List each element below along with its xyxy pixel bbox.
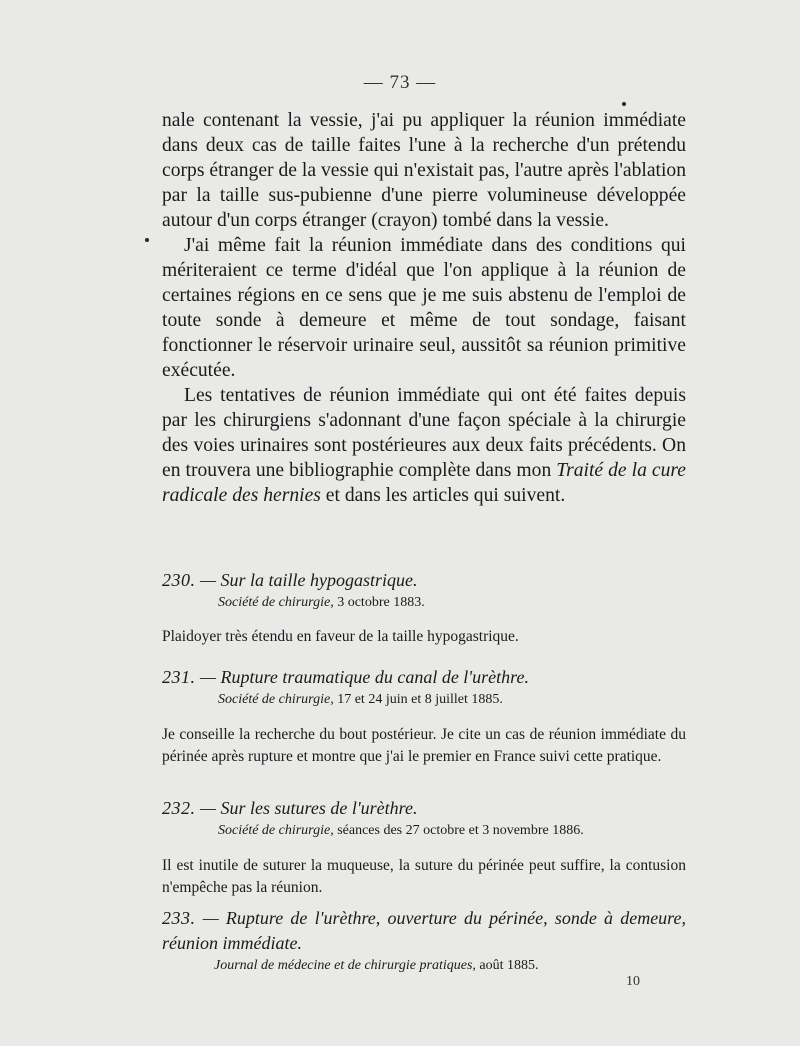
entry-source: [162, 821, 686, 841]
entry-date: 3 octobre 1883.: [333, 595, 425, 610]
entry-number: 230.: [162, 570, 196, 590]
paragraph-1: nale contenant la vessie, j'ai pu appliquer la réunion immédiate dans deux cas de taille faites l'une à la recherche d'un prétendu corps étranger de la vessie qui n'existait pas, l'autre après l'ablation par la taille sus-pubienne d'une pierre volumineuse développée autour d'un corps étranger (crayon) tombé dans la vessie.: [162, 110, 686, 231]
signature-mark: 10: [626, 974, 640, 989]
entry-heading: [162, 796, 686, 821]
entry-heading: [162, 665, 686, 690]
book-title: Traité de la cure radicale des hernies: [162, 460, 687, 506]
entry-number: 231.: [162, 667, 196, 687]
entry-230: [162, 568, 686, 648]
entry-231: [162, 665, 686, 768]
ink-speck: [145, 238, 149, 242]
entry-233: [162, 906, 686, 976]
main-text: [162, 108, 686, 508]
entry-source: [162, 956, 686, 976]
entry-number: 232.: [162, 798, 196, 818]
entry-title: — Rupture de l'urèthre, ouverture du périnée, sonde à demeure, réunion immédiate.: [162, 908, 687, 953]
entry-source: [162, 690, 686, 710]
entry-description: Il est inutile de suturer la muqueuse, la suture du périnée peut suffire, la contusion n'empêche pas la réunion.: [162, 857, 686, 896]
paragraph-3-before: Les tentatives de réunion immédiate qui ont été faites depuis par les chirurgiens s'adonnant d'une façon spéciale à la chirurgie des voies urinaires sont postérieures aux deux faits précédents. On en trouvera une bibliographie complète dans mon: [162, 385, 686, 481]
entry-title: — Rupture traumatique du canal de l'urèthre.: [200, 667, 529, 687]
entry-description: Plaidoyer très étendu en faveur de la taille hypogastrique.: [162, 628, 519, 645]
entry-date: août 1885.: [475, 958, 539, 973]
paragraph-3-after: et dans les articles qui suivent.: [320, 485, 566, 506]
entry-journal: Journal de médecine et de chirurgie pratiques,: [214, 958, 476, 973]
page-number: — 73 —: [363, 72, 437, 93]
paragraph-3: [162, 383, 686, 508]
entry-heading: [162, 568, 686, 593]
entry-title: — Sur les sutures de l'urèthre.: [200, 798, 418, 818]
entry-date: 17 et 24 juin et 8 juillet 1885.: [333, 692, 503, 707]
ink-speck: [622, 102, 626, 106]
entry-journal: Société de chirurgie,: [218, 823, 334, 838]
entry-journal: Société de chirurgie,: [218, 595, 334, 610]
entry-number: 233.: [162, 908, 196, 928]
entry-date: séances des 27 octobre et 3 novembre 1886.: [333, 823, 584, 838]
entry-source: [162, 593, 686, 613]
entry-title: — Sur la taille hypogastrique.: [200, 570, 418, 590]
entry-232: [162, 796, 686, 899]
entry-heading: [162, 906, 686, 956]
entry-description: Je conseille la recherche du bout postérieur. Je cite un cas de réunion immédiate du périnée après rupture et montre que j'ai le premier en France suivi cette pratique.: [162, 726, 686, 765]
paragraph-2: J'ai même fait la réunion immédiate dans des conditions qui mériteraient ce terme d'idéal que l'on applique à la réunion de certaines régions en ce sens que je me suis abstenu de l'emploi de toute sonde à demeure et même de tout sondage, faisant fonctionner le réservoir urinaire seul, aussitôt sa réunion primitive exécutée.: [162, 235, 686, 381]
entry-journal: Société de chirurgie,: [218, 692, 334, 707]
